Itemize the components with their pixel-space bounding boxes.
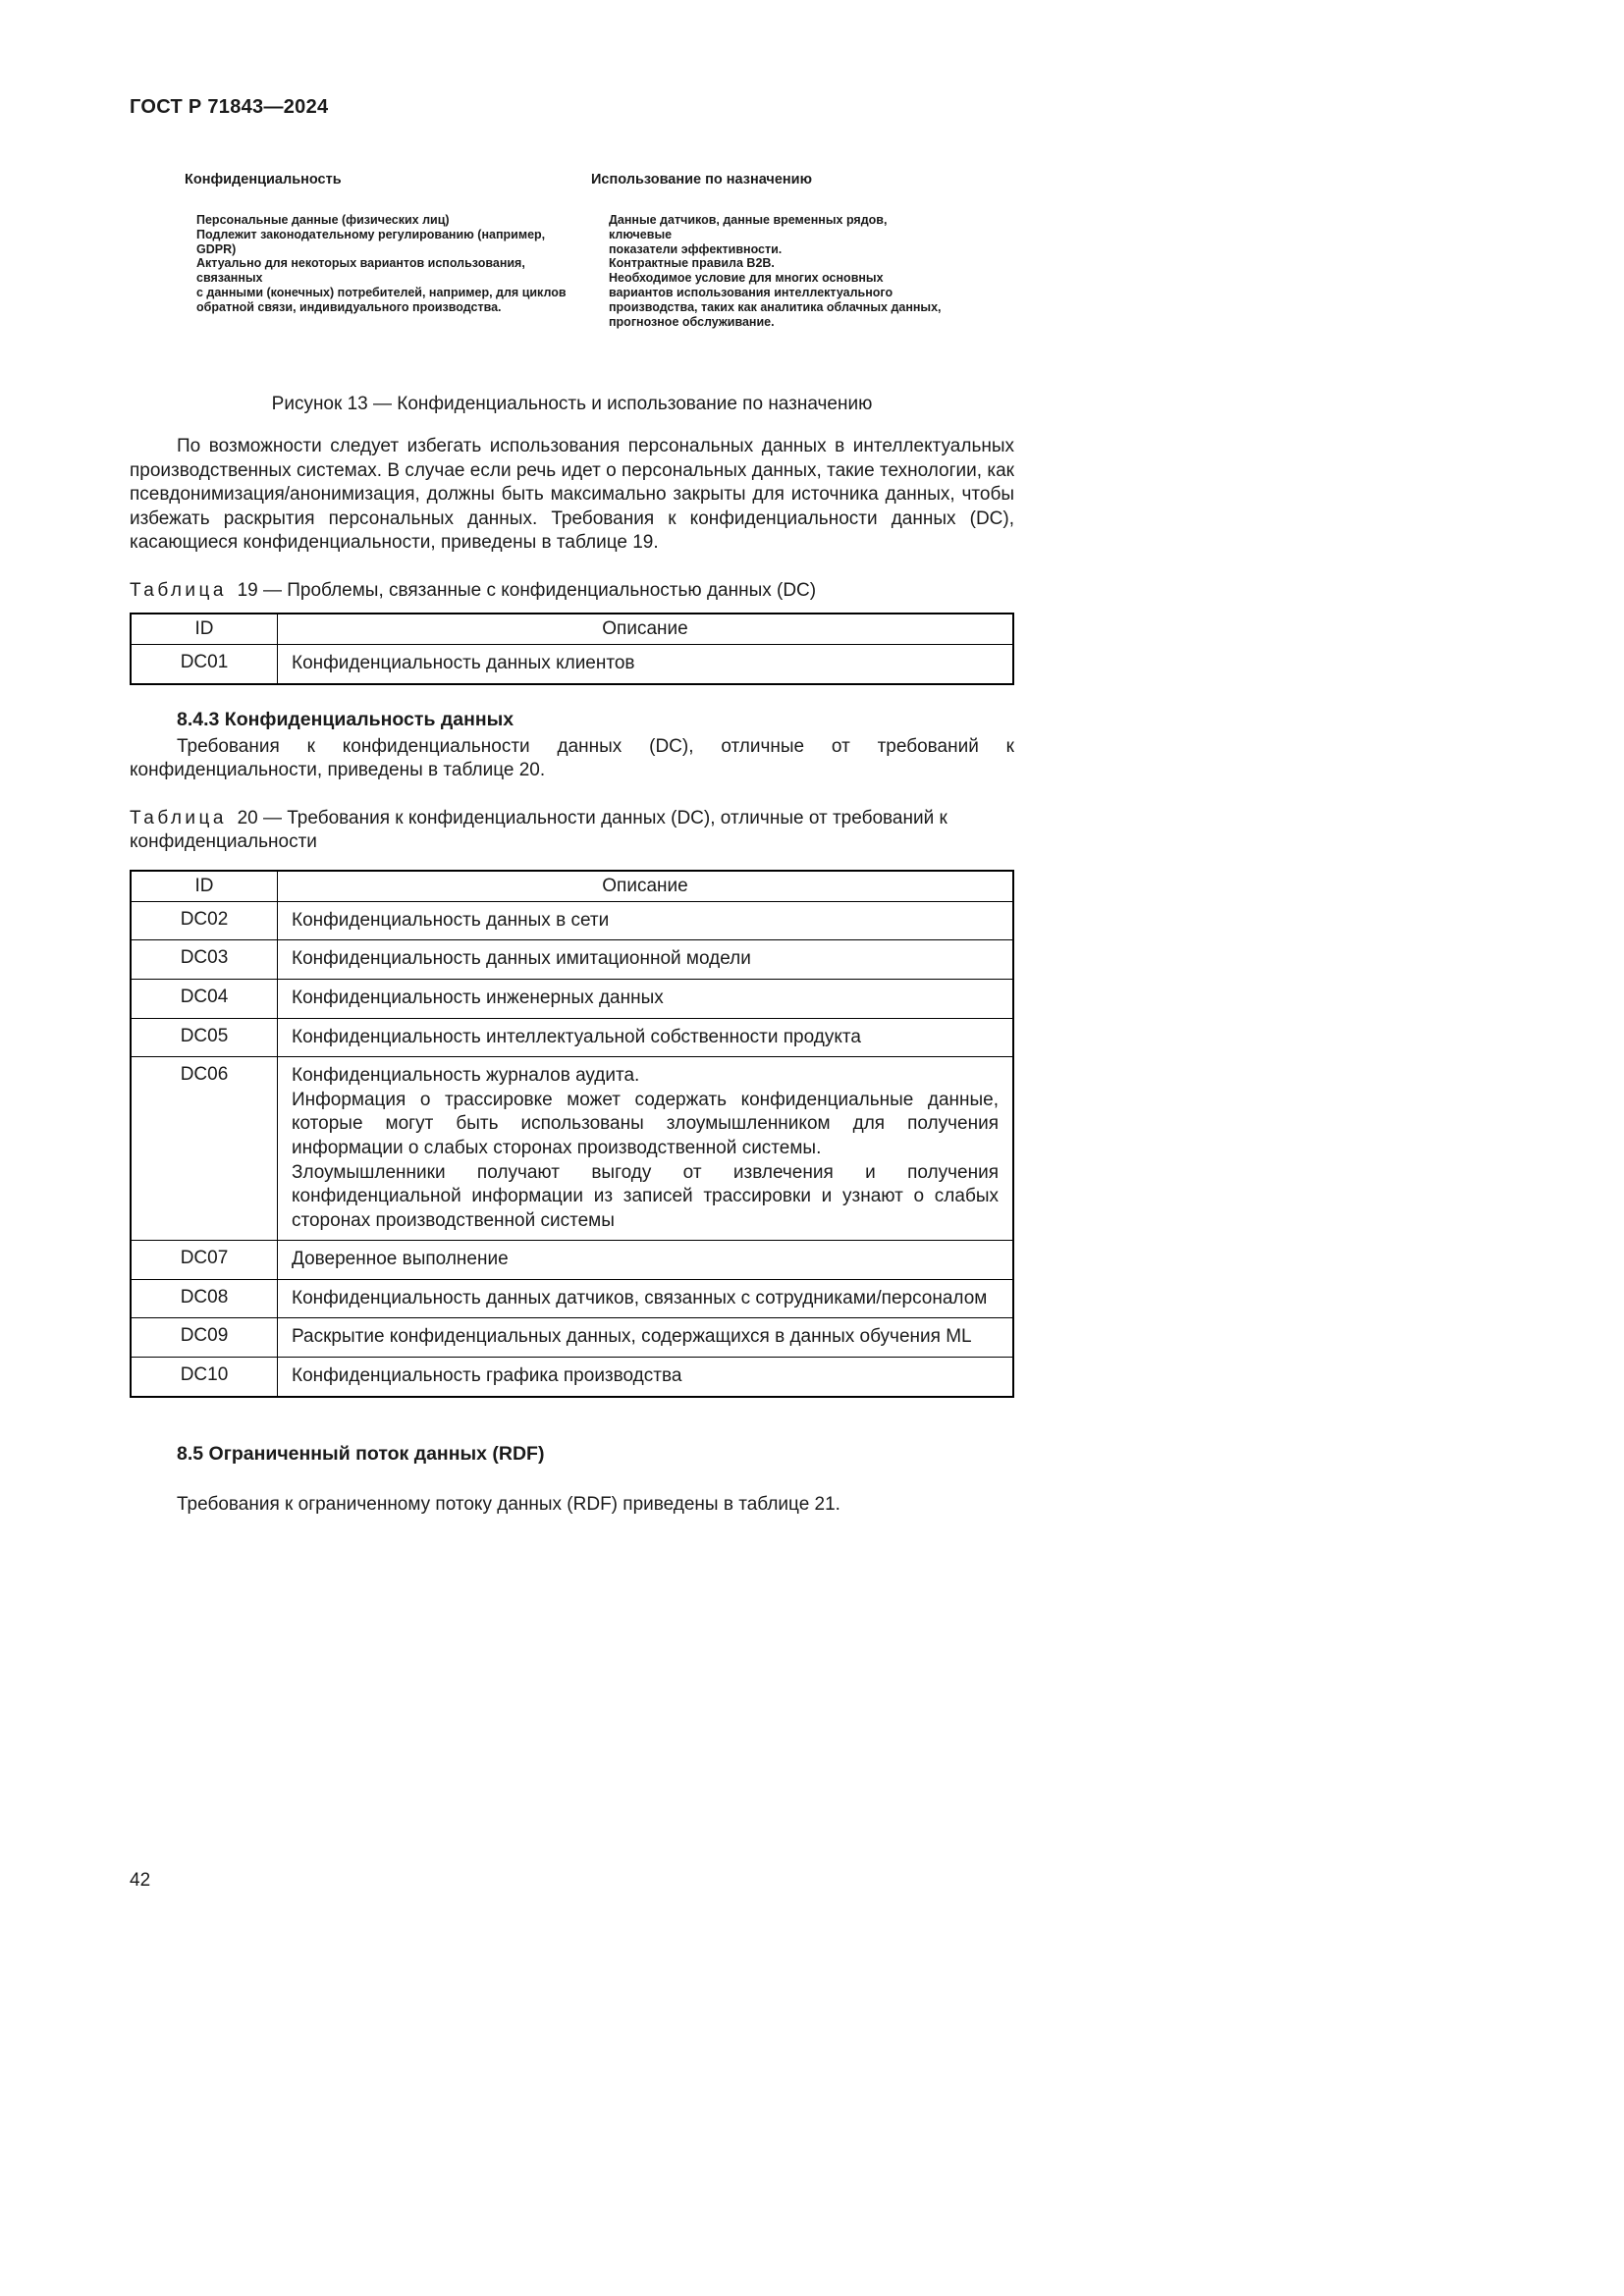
row-id: DC04 [131,979,278,1018]
section-8-4-3-heading: 8.4.3 Конфиденциальность данных [177,708,514,730]
section-8-4-3-paragraph: Требования к конфиденциальности данных (DC), отличные от требований к конфиденциальности, приведены в таблице 20. [130,735,1014,781]
row-desc: Конфиденциальность журналов аудита. Информация о трассировке может содержать конфиденциальные данные, которые могут быть использованы злоумышленником для получения информации о слабых сторонах производственной системы. Злоумышленники получают выгоду от извлечения и получения конфиденциальной информации из записей трассировки и узнают о слабых сторонах производственной системы [278,1057,1014,1241]
figure-13 [130,172,1014,345]
table19-caption-label: Таблица [130,579,227,601]
table-row [131,940,1013,980]
table20-header-row [131,871,1013,902]
paragraph-intro: По возможности следует избегать использования персональных данных в интеллектуальных производственных системах. В случае если речь идет о персональных данных, такие технологии, как псевдонимизация/анонимизация, должны быть максимально закрыты для источника данных, чтобы избежать раскрытия персональных данных. Требования к конфиденциальности данных (DC), касающиеся конфиденциальности, приведены в таблице 19. [130,436,1014,554]
figure-left-title: Конфиденциальность [185,172,342,187]
row-desc: Конфиденциальность интеллектуальной собственности продукта [278,1018,1014,1057]
table20-caption-label: Таблица [130,807,227,828]
row-id: DC02 [131,901,278,940]
page-number: 42 [130,1870,151,1891]
row-desc: Конфиденциальность данных датчиков, связанных с сотрудниками/персоналом [278,1279,1014,1318]
row-id: DC08 [131,1279,278,1318]
table-row [131,1279,1013,1318]
table-row [131,1018,1013,1057]
table20-header-id: ID [131,871,278,902]
table19-header-row [131,614,1013,645]
row-desc: Конфиденциальность данных в сети [278,901,1014,940]
row-desc: Конфиденциальность данных имитационной модели [278,940,1014,980]
table-row [131,1358,1013,1397]
figure-right-title: Использование по назначению [591,172,812,187]
row-desc: Конфиденциальность данных клиентов [278,644,1014,683]
table-row [131,1241,1013,1280]
table19-header-desc: Описание [278,614,1014,645]
row-id: DC06 [131,1057,278,1241]
table19-caption [130,579,1014,603]
figure-right-body: Данные датчиков, данные временных рядов, ключевые показатели эффективности. Контрактные правила B2B. Необходимое условие для многих основных вариантов использования интеллектуального производства, таких как аналитика облачных данных, прогнозное обслуживание. [609,213,942,329]
figure-left-body: Персональные данные (физических лиц) Подлежит законодательному регулированию (например, GDPR) Актуально для некоторых вариантов использования, связанных с данными (конечных) потребителей, например, для циклов обратной связи, индивидуального производства. [196,213,567,314]
row-desc: Конфиденциальность инженерных данных [278,979,1014,1018]
row-desc: Конфиденциальность графика производства [278,1358,1014,1397]
table19-caption-number: 19 [237,579,258,601]
figure-left-column [185,172,568,315]
row-desc: Раскрытие конфиденциальных данных, содержащихся в данных обучения ML [278,1318,1014,1358]
table-row [131,644,1013,683]
table-row [131,901,1013,940]
table20-header-desc: Описание [278,871,1014,902]
table19-caption-text: — Проблемы, связанные с конфиденциальностью данных (DC) [262,579,817,601]
table-20 [130,870,1014,1398]
row-id: DC07 [131,1241,278,1280]
section-8-5-heading: 8.5 Ограниченный поток данных (RDF) [177,1442,545,1465]
row-id: DC03 [131,940,278,980]
row-id: DC10 [131,1358,278,1397]
table-19 [130,613,1014,685]
page-content [130,0,1014,1517]
figure-caption: Рисунок 13 — Конфиденциальность и использование по назначению [271,394,873,414]
row-id: DC09 [131,1318,278,1358]
row-id: DC01 [131,644,278,683]
table-row [131,979,1013,1018]
table20-caption [130,807,1014,854]
table-row [131,1057,1013,1241]
section-8-5-paragraph: Требования к ограниченному потоку данных (RDF) приведены в таблице 21. [177,1493,840,1515]
table20-caption-number: 20 [237,807,258,828]
table19-header-id: ID [131,614,278,645]
table-row [131,1318,1013,1358]
row-id: DC05 [131,1018,278,1057]
document-header: ГОСТ Р 71843—2024 [130,96,329,118]
row-desc: Доверенное выполнение [278,1241,1014,1280]
table20-caption-text: — Требования к конфиденциальности данных (DC), отличные от требований к конфиденциальности [130,807,947,852]
figure-right-column [591,172,945,329]
